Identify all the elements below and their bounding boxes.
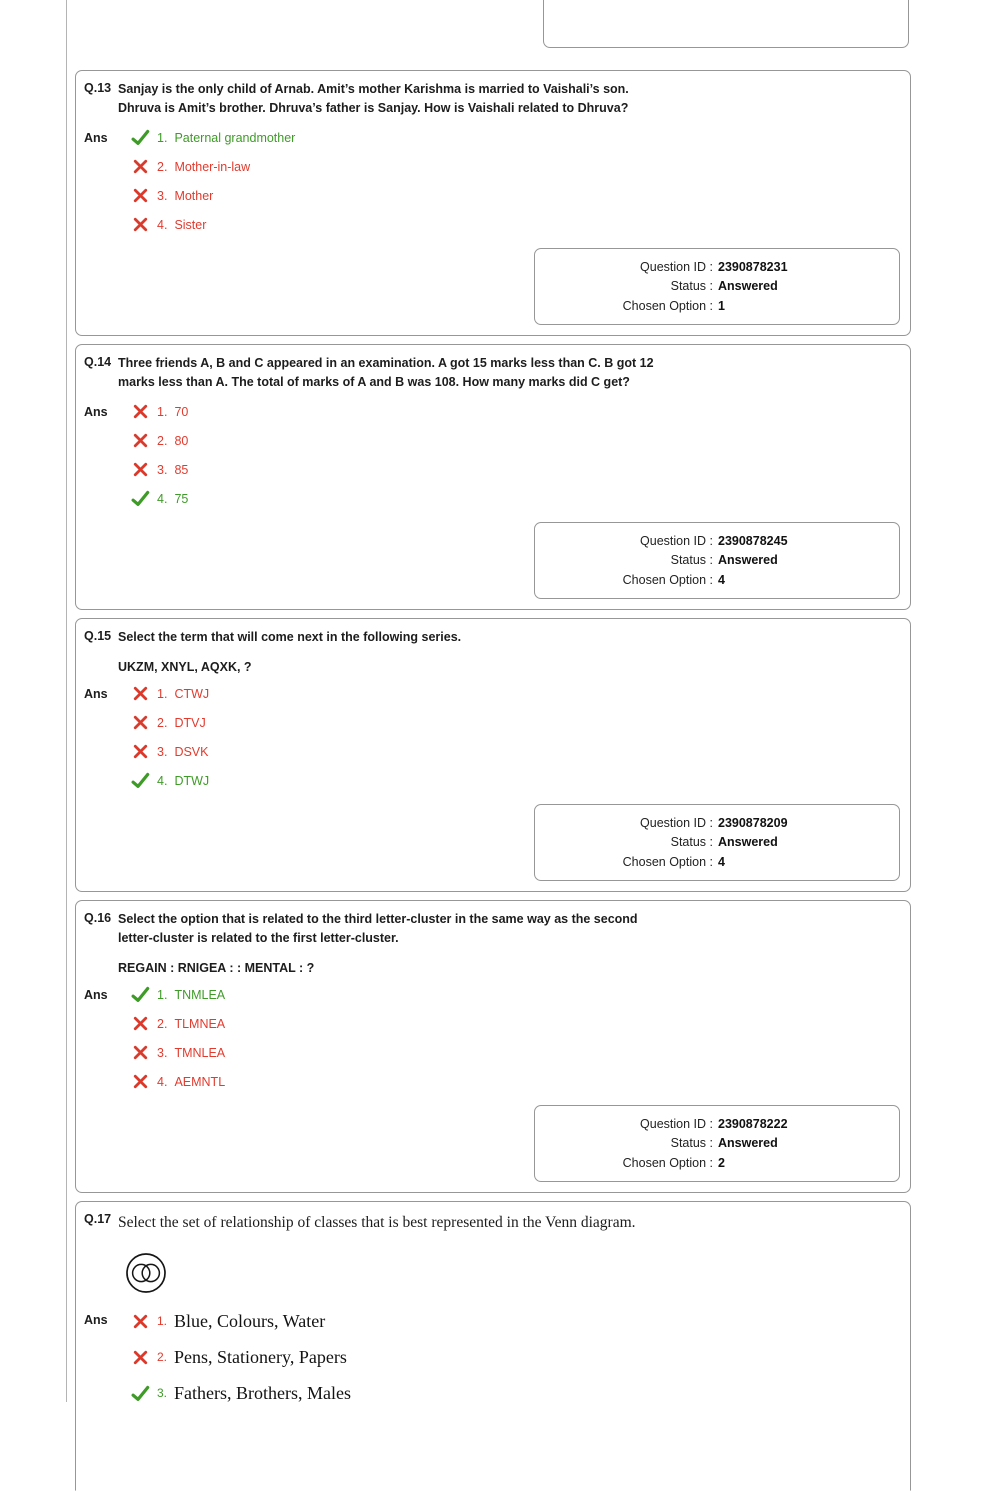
option-text: DTWJ [174,773,210,788]
answer-label: Ans [84,1312,108,1327]
question-block-q14 [75,344,911,610]
option-row [131,772,209,790]
option-text: DSVK [174,744,209,759]
option-text: Pens, Stationery, Papers [174,1346,347,1367]
check-icon [131,772,150,790]
option-number: 1. [157,1314,168,1328]
question-id-label: Question ID : [640,533,713,548]
chosen-option-label: Chosen Option : [622,298,713,313]
cross-icon [131,1044,150,1062]
option-number: 2. [157,1350,168,1364]
option-text: 75 [174,491,189,506]
option-row [131,685,209,703]
option-text: Sister [174,217,207,232]
question-text: Sanjay is the only child of Arnab. Amit’s mother Karishma is married to Vaishali’s son. Dhruva is Amit’s brother. Dhruva’s father is Sanjay. How is Vaishali related to Dhruva? [118,82,629,115]
question-text: Select the set of relationship of classes that is best represented in the Venn diagram. [118,1214,636,1232]
cross-icon [131,685,150,703]
option-text: TMNLEA [174,1045,226,1060]
option-number: 1. [157,987,168,1002]
status-value: Answered [718,1136,778,1151]
question-number: Q.13 [84,81,112,95]
question-info-box [534,1105,900,1183]
option-row [131,1015,225,1033]
option-row [131,461,188,479]
option-row [131,1383,351,1404]
option-row [131,1044,225,1062]
option-number: 4. [157,1074,168,1089]
option-text: Paternal grandmother [174,130,296,145]
page-left-divider [66,0,67,1402]
option-text: Blue, Colours, Water [174,1310,326,1331]
option-number: 2. [157,433,168,448]
status-value: Answered [718,553,778,567]
question-id-value: 2390878222 [718,1116,788,1131]
option-text: TNMLEA [174,987,226,1002]
option-list [131,685,209,790]
question-id-value: 2390878209 [718,815,788,830]
question-id-value: 2390878231 [718,259,788,274]
status-label: Status : [670,279,713,293]
option-text: 80 [174,433,189,448]
answer-label: Ans [84,130,108,145]
cross-icon [131,461,150,479]
option-text: CTWJ [174,686,210,701]
question-text: Select the term that will come next in the following series. [118,630,462,644]
cross-icon [131,403,150,421]
option-text: 85 [174,462,189,477]
chosen-option-label: Chosen Option : [622,572,713,587]
option-row [131,158,295,176]
option-text: Mother [174,188,214,203]
status-label: Status : [670,1136,713,1151]
option-text: 70 [174,404,189,419]
option-text: Mother-in-law [174,159,251,174]
option-number: 4. [157,217,168,232]
question-series-text: UKZM, XNYL, AQXK, ? [118,659,252,674]
option-number: 3. [157,1045,168,1060]
option-number: 2. [157,715,168,730]
cross-icon [131,216,150,234]
option-list [131,403,188,508]
option-number: 1. [157,130,168,145]
question-id-value: 2390878245 [718,533,788,548]
question-list [75,70,911,1491]
status-value: Answered [718,279,778,293]
check-icon [131,986,150,1004]
question-text: Three friends A, B and C appeared in an examination. A got 15 marks less than C. B got 12 marks less than A. The total of marks of A and B was 108. How many marks did C get? [118,356,654,389]
option-text: TLMNEA [174,1016,226,1031]
option-row [131,187,295,205]
cross-icon [131,1015,150,1033]
chosen-option-value: 2 [718,1155,725,1170]
question-number: Q.16 [84,911,112,926]
cross-icon [131,432,150,450]
question-text: Select the option that is related to the third letter-cluster in the same way as the second letter-cluster is related to the first letter-cluster. [118,912,638,945]
option-row [131,490,188,508]
option-text: DTVJ [174,715,206,730]
answer-label: Ans [84,404,108,419]
question-block-q15 [75,618,911,892]
option-text: AEMNTL [174,1074,226,1089]
option-list [131,129,295,234]
option-row [131,1073,225,1091]
option-number: 2. [157,159,168,174]
status-value: Answered [718,835,778,850]
option-number: 1. [157,404,168,419]
check-icon [131,1384,150,1402]
option-row [131,743,209,761]
chosen-option-label: Chosen Option : [622,1155,713,1170]
option-number: 3. [157,188,168,203]
option-number: 3. [157,744,168,759]
check-icon [131,490,150,508]
option-row [131,1347,351,1368]
question-block-q13 [75,70,911,336]
option-row [131,129,295,147]
question-number: Q.17 [84,1212,112,1227]
cross-icon [131,158,150,176]
question-block-q16 [75,900,911,1193]
option-text: Fathers, Brothers, Males [174,1382,351,1403]
question-block-q17 [75,1201,911,1491]
check-icon [131,129,150,147]
option-number: 1. [157,686,168,701]
cross-icon [131,714,150,732]
question-info-box [534,248,900,326]
chosen-option-value: 4 [718,854,725,869]
cross-icon [131,1348,150,1366]
cross-icon [131,1312,150,1330]
venn-diagram-icon [124,1251,900,1300]
question-info-box [534,804,900,882]
question-id-label: Question ID : [640,1116,713,1131]
option-number: 2. [157,1016,168,1031]
option-row [131,714,209,732]
cross-icon [131,743,150,761]
option-row [131,403,188,421]
option-list [131,1311,351,1404]
question-number: Q.14 [84,355,112,369]
status-label: Status : [670,553,713,567]
option-number: 3. [157,1386,168,1400]
option-row [131,216,295,234]
question-series-text: REGAIN : RNIGEA : : MENTAL : ? [118,960,315,975]
chosen-option-value: 4 [718,572,725,587]
question-number: Q.15 [84,629,112,643]
option-row [131,986,225,1004]
question-id-label: Question ID : [640,815,713,830]
question-id-label: Question ID : [640,259,713,274]
question-info-box [534,522,900,600]
chosen-option-value: 1 [718,298,725,313]
answer-label: Ans [84,686,108,701]
previous-question-info-box-partial [543,0,909,48]
status-label: Status : [670,835,713,850]
option-row [131,432,188,450]
chosen-option-label: Chosen Option : [622,854,713,869]
cross-icon [131,1073,150,1091]
answer-label: Ans [84,987,108,1002]
option-number: 3. [157,462,168,477]
option-row [131,1311,351,1332]
option-list [131,986,225,1091]
option-number: 4. [157,491,168,506]
cross-icon [131,187,150,205]
option-number: 4. [157,773,168,788]
